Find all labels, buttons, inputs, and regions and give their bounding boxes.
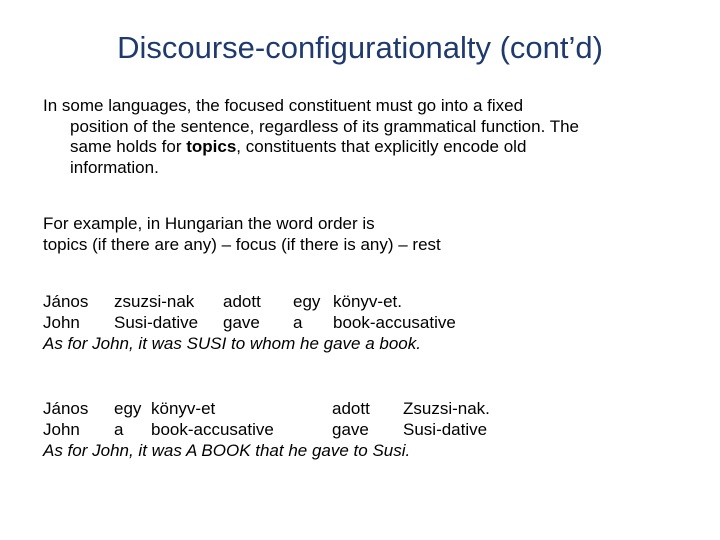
intro-line-1: In some languages, the focused constituent must go into a fixed (43, 96, 524, 115)
example-2-hungarian-row (43, 399, 703, 420)
example-2-word: adott (332, 399, 370, 418)
example-2-gloss: Susi-dative (403, 420, 488, 439)
word-order-line-2: topics (if there are any) – focus (if there is any) – rest (43, 234, 441, 254)
example-2-translation-row (43, 441, 703, 462)
example-2 (43, 399, 703, 462)
example-2-word: egy (114, 399, 142, 418)
example-2-translation: As for John, it was A BOOK that he gave to Susi. (43, 441, 411, 460)
example-1-gloss-row (43, 313, 703, 334)
intro-line-2: position of the sentence, regardless of its grammatical function. The (70, 116, 580, 136)
example-1-gloss: John (43, 313, 80, 332)
example-1-gloss: book-accusative (333, 313, 456, 332)
example-2-word: János (43, 399, 89, 418)
example-2-word: könyv-et (151, 399, 216, 418)
example-2-gloss: a (114, 420, 124, 439)
example-2-word: Zsuzsi-nak. (403, 399, 490, 418)
topics-term: topics (186, 137, 237, 156)
example-1-word: zsuzsi-nak (114, 292, 195, 311)
example-1-translation: As for John, it was SUSI to whom he gave a book. (43, 334, 421, 353)
example-1-gloss: a (293, 313, 303, 332)
intro-paragraph (43, 96, 703, 178)
intro-line-3-post: , constituents that explicitly encode old (236, 137, 527, 156)
intro-line-3-pre: same holds for (70, 137, 187, 156)
intro-line-3 (43, 137, 703, 158)
word-order-line-1: For example, in Hungarian the word order is (43, 214, 375, 233)
word-order-paragraph (43, 214, 703, 255)
example-1-word: könyv-et. (333, 292, 402, 311)
example-1-gloss: gave (223, 313, 260, 332)
example-2-gloss-row (43, 420, 703, 441)
example-1-translation-row (43, 334, 703, 355)
example-1-gloss: Susi-dative (114, 313, 199, 332)
example-1-hungarian-row (43, 292, 703, 313)
example-2-gloss: book-accusative (151, 420, 274, 439)
example-1-word: adott (223, 292, 261, 311)
example-1-word: János (43, 292, 89, 311)
example-2-gloss: gave (332, 420, 369, 439)
slide-title: Discourse-configurationalty (cont’d) (117, 30, 603, 65)
example-1-word: egy (293, 292, 321, 311)
intro-line-4: information. (70, 157, 159, 177)
example-2-gloss: John (43, 420, 80, 439)
example-1 (43, 292, 703, 355)
